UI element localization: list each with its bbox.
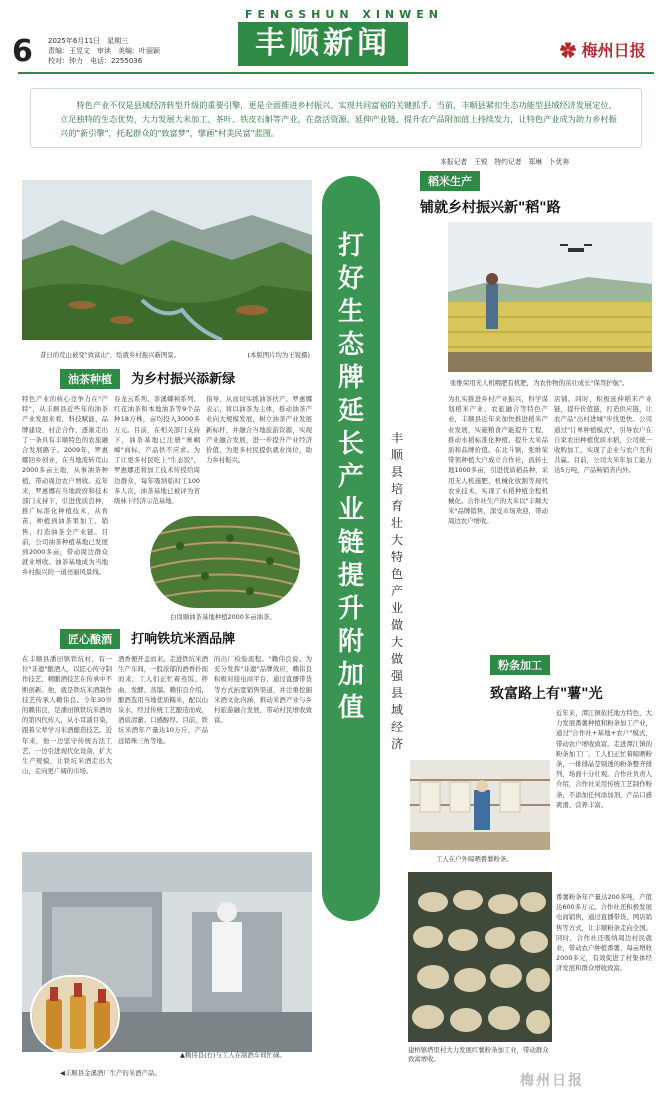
photo5-caption: 工人在户外晾晒番薯粉条。 (436, 855, 513, 863)
photo3-caption-a: ▲赖伟良(右)与工人在制酒车间忙碌。 (180, 1051, 286, 1059)
article-column: 酒香便开盖而来。走进铁坑米酒生产车间，一股浓郁的酒香扑面而来，工人们正忙着蒸饭、拌曲、发酵、蒸馏。赖伟良介绍，酿酒选用当地优质糯米，配以山泉水，经过传统工艺酿造而成，酒质清澈、口感醇厚。目前，铁坑米酒年产量达10万斤，产品远销珠三角等地。 (118, 655, 208, 745)
page-number: 6 (12, 34, 33, 69)
intro-text: 特色产业不仅是县域经济转型升级的重要引擎，更是全面推进乡村振兴、实现共同富裕的关键抓手。当前，丰顺县紧扣生态功能型县域经济发展定位，立足独特的生态优势，大力发展大米加工、茶叶、铁皮石斛等产业，在盘活资源、延伸产业链、提升农产品附加值上持续发力，让特色产业成为助力乡村振兴的"新引擎"，托起群众的"致富梦"，擘画"村美民富"蓝图。 (60, 100, 617, 138)
photo2-caption: 白岗顺油茶基地种植2000多亩油茶。 (170, 613, 276, 621)
photo4-caption: 张维荣用无人机喂肥有机肥，为农作物的茁壮成长"保驾护航"。 (450, 379, 629, 387)
article-column: 的出厂检验流程。"赖伟良说。为充分发挥"非遗"品牌效应，赖伟良积极对接电商平台，通过直播带货等方式拓宽销售渠道，并注重挖掘米酒文化内涵，推动米酒产业与乡村旅游融合发展，带动村民增收致富。 (214, 655, 312, 725)
editor-line: 责编：王昱文 审读 美编：叶丽颖 (48, 47, 160, 55)
article-column: 近年来，潭江镇依托地方特色，大力发展番薯种植和粉条加工产业，通过"合作社+基地+农户"模式，带动农户增收致富。走进潭江镇的粉条加工厂，工人们正忙着晾晒粉条，一排排晶莹剔透的粉条整齐排列，场面十分壮观。合作社负责人介绍，合作社采用传统工艺制作粉条，不添加任何添加剂，产品口感爽滑、营养丰富。 (556, 709, 652, 809)
section-noodle-header (490, 654, 660, 703)
section-tag: 稻米生产 (420, 171, 480, 191)
article-column: 在丰顺县潘田镇铁坑村，有一位"非遗"酿酒人，以匠心传守制作技艺，精酿酒技艺在传承中不断创新。他，就是铁坑米酒制作技艺传承人赖伟良。今年30岁的赖伟良，是潘田镇铁坑米酒坊的第四代传人，从小耳濡目染，跟着父辈学习米酒酿造技艺。近年来，他一边坚守传统古法工艺，一边引进现代化设备，扩大生产规模，让铁坑米酒走出大山，走向更广阔的市场。 (22, 655, 112, 776)
section-tag: 粉条加工 (490, 655, 550, 675)
photo1-credit: (本版图片均为王锐摄) (247, 351, 310, 359)
section-oil-tea-header (60, 368, 310, 389)
watermark: 梅州日报 (520, 1073, 584, 1089)
article-column: 特色产业的核心竞争力在"产特"，从丰顺县近些年的油茶产业发展来看，科技赋能、品牌建设，村企合作，逐渐走出了一条具有丰顺特色的农旅融合发展路子。2009年，罗惠娜回乡创业，在当地流转荒山2000多亩土地，从事油茶种植，带动周边农户增收。近年来，罗惠娜在当地政府和技术部门支持下，引进优质良种，推广标准化种植技术，从育苗、种植到油茶果加工、销售，打造油茶全产业链。目前，公司油茶种植基地已发展到2000多亩，带动周边群众就业增收。油茶基地成为当地乡村振兴的一道亮丽风景线。 (22, 395, 108, 577)
photo1-caption-text: 昔日的荒山被变"致富山"，绘就乡村振兴新图景。 (40, 351, 181, 359)
date-line: 2025年6月11日 星期三 (48, 37, 129, 45)
proof-line: 校对：钟力 电话：2255036 (48, 57, 143, 65)
sub-headline: 丰顺县培育壮大特色产业做大做强县域经济 (390, 431, 403, 751)
header-rule (18, 72, 654, 74)
brand-logo (560, 38, 646, 61)
section-title: 铺就乡村振兴新"稻"路 (420, 200, 561, 216)
photo1-caption (40, 350, 310, 359)
photo3-caption-b: ◀丰顺县金溪酒厂生产的米酒产品。 (60, 1069, 161, 1077)
article-column: 番薯粉条年产量达200多吨，产值达600多万元。合作社还积极发展电商销售，通过直播带货、网店销售等方式，让丰顺粉条走向全国。同时，合作社还吸纳周边村民就业，带动农户种植番薯，每亩增收2000多元，有效促进了村集体经济发展和群众增收致富。 (556, 893, 652, 973)
article-column: 店铺。同时，积极延伸稻米产业链，提升价值链，打造供应链，让农产品"出村进城"步伐更快。公司通过"订单种植模式"，引导农户在自家农田种植优质水稻，公司统一收购加工，实现了企业与农户互利共赢。目前，公司大米年加工能力达5万吨，产品畅销省内外。 (554, 395, 652, 475)
byline: 本报记者 王锐 特约记者 郑琳 卜优奔 (440, 158, 570, 166)
section-tag: 油茶种植 (60, 369, 120, 389)
rice-wine-bottles-photo (30, 975, 120, 1055)
section-rice-wine-header (60, 628, 310, 649)
article-column: 春龙云系列、茶溪蝶秧系列、红花油茶和本地油茶等9个品种18万株，亩均投入3000多万元。目前，在相关部门支持下，油茶基地已注册"寨峒嶂"商标，产品供不应求。为了让更多村民吃上"生态饭"，罗惠娜还将加工技术传授给周边群众，每年吸纳临时工100多人次，油茶基地已被评为省级林下经济示范基地。 (114, 395, 200, 506)
article-column: 为扎实推进乡村产业振兴，科学谋划稻米产业，农旅融合等特色产业，丰顺县近年来加快推进稻米产业发展，实施粮食产能提升工程，推动水稻标准化种植，提升大米品质和品牌价值。在北斗镇，张维荣带领种植大户成立合作社，流转土地1000多亩，引进优质稻品种，采用无人机施肥、机械化收割等现代农业技术，实现了水稻种植全程机械化。合作社生产的大米以"丰顺大米"品牌销售，深受市场欢迎，带动周边农户增收。 (448, 395, 548, 526)
main-headline: 打好生态牌 延长产业链 提升附加值 (337, 231, 364, 723)
masthead: 丰顺新闻 (238, 22, 408, 66)
oil-tea-circle-photo (150, 516, 300, 608)
section-title: 致富路上有"薯"光 (490, 686, 603, 702)
article-column: 指导，从而切实抓油茶扶产。罗惠娜表示，将以油茶为主体，推动油茶产业向大规模发展，树立油茶产业发展新标杆，并融合当地旅游资源，实现产业融合发展，进一步提升产业经济价值，为更多村民提供就业岗位，助力乡村振兴。 (206, 395, 312, 465)
sweet-potato-noodle-photo (408, 872, 552, 1042)
section-tag: 匠心酿酒 (60, 629, 120, 649)
drone-rice-field-photo (448, 222, 652, 372)
section-title: 打响铁坑米酒品牌 (131, 632, 236, 647)
brand-name: 梅州日报 (581, 41, 646, 60)
edition-meta (48, 36, 160, 66)
plum-icon: ✿ (560, 41, 577, 60)
mountain-photo (22, 180, 312, 340)
noodle-drying-photo (410, 760, 550, 850)
photo6-caption: 建桥镇塔里村大力发展红薯粉条加工业，带动群众致富增收。 (408, 1046, 549, 1063)
section-title: 为乡村振兴添新绿 (131, 372, 236, 387)
section-rice-header (420, 170, 650, 217)
section-pinyin: FENGSHUN XINWEN (245, 8, 443, 21)
